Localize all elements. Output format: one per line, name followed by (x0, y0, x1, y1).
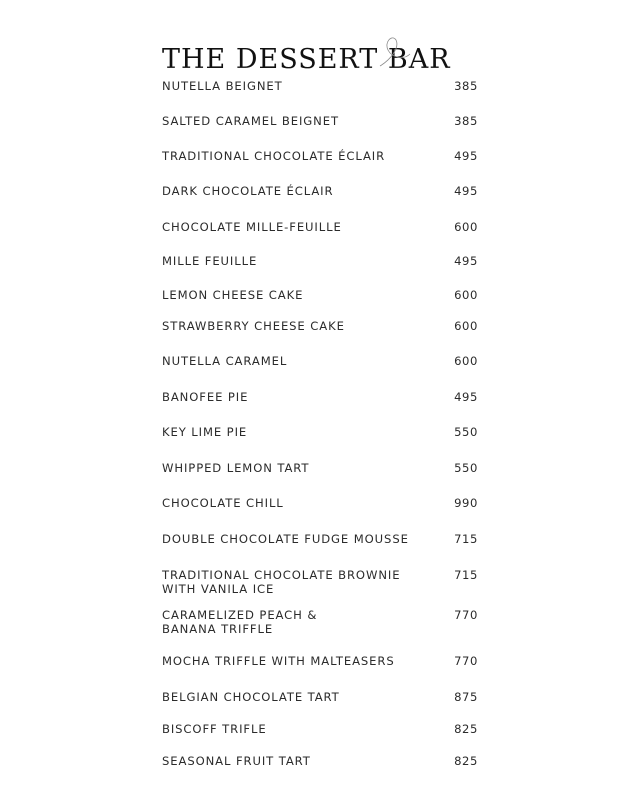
menu-item-price: 770 (454, 608, 478, 622)
menu-item-name: CHOCOLATE MILLE-FEUILLE (162, 220, 342, 234)
menu-item-name: DARK CHOCOLATE ÉCLAIR (162, 184, 334, 198)
menu-item-price: 990 (454, 496, 478, 510)
menu-item-price: 715 (454, 532, 478, 546)
menu-item-name: LEMON CHEESE CAKE (162, 288, 304, 302)
menu-item-name: MOCHA TRIFFLE WITH MALTEASERS (162, 654, 395, 668)
menu-title: THE DESSERT BAR (162, 44, 451, 76)
title-flourish-ornament (370, 30, 414, 70)
menu-item-price: 550 (454, 425, 478, 439)
menu-item-price: 600 (454, 220, 478, 234)
menu-item-name: NUTELLA CARAMEL (162, 354, 288, 368)
menu-item-price: 495 (454, 390, 478, 404)
menu-item-name: NUTELLA BEIGNET (162, 79, 283, 93)
menu-item-name: BISCOFF TRIFLE (162, 722, 267, 736)
menu-item-price: 550 (454, 461, 478, 475)
menu-item-price: 385 (454, 79, 478, 93)
menu-item-price: 715 (454, 568, 478, 582)
menu-item-price: 495 (454, 254, 478, 268)
menu-item-price: 495 (454, 149, 478, 163)
menu-item-name: BELGIAN CHOCOLATE TART (162, 690, 340, 704)
menu-item-price: 825 (454, 722, 478, 736)
menu-item-name: CHOCOLATE CHILL (162, 496, 284, 510)
menu-item-name: CARAMELIZED PEACH & BANANA TRIFFLE (162, 608, 318, 636)
menu-item-name: TRADITIONAL CHOCOLATE ÉCLAIR (162, 149, 386, 163)
menu-item-name: MILLE FEUILLE (162, 254, 258, 268)
menu-item-name: WHIPPED LEMON TART (162, 461, 310, 475)
menu-item-price: 875 (454, 690, 478, 704)
menu-item-name: TRADITIONAL CHOCOLATE BROWNIE WITH VANILA ICE (162, 568, 401, 596)
menu-item-price: 600 (454, 288, 478, 302)
menu-item-price: 385 (454, 114, 478, 128)
menu-item-price: 770 (454, 654, 478, 668)
menu-item-name: BANOFEE PIE (162, 390, 249, 404)
menu-item-name: SALTED CARAMEL BEIGNET (162, 114, 339, 128)
menu-item-price: 825 (454, 754, 478, 768)
menu-item-name: SEASONAL FRUIT TART (162, 754, 311, 768)
menu-item-price: 600 (454, 354, 478, 368)
menu-item-name: STRAWBERRY CHEESE CAKE (162, 319, 345, 333)
menu-item-name: KEY LIME PIE (162, 425, 248, 439)
menu-item-name: DOUBLE CHOCOLATE FUDGE MOUSSE (162, 532, 409, 546)
menu-item-price: 495 (454, 184, 478, 198)
menu-item-price: 600 (454, 319, 478, 333)
